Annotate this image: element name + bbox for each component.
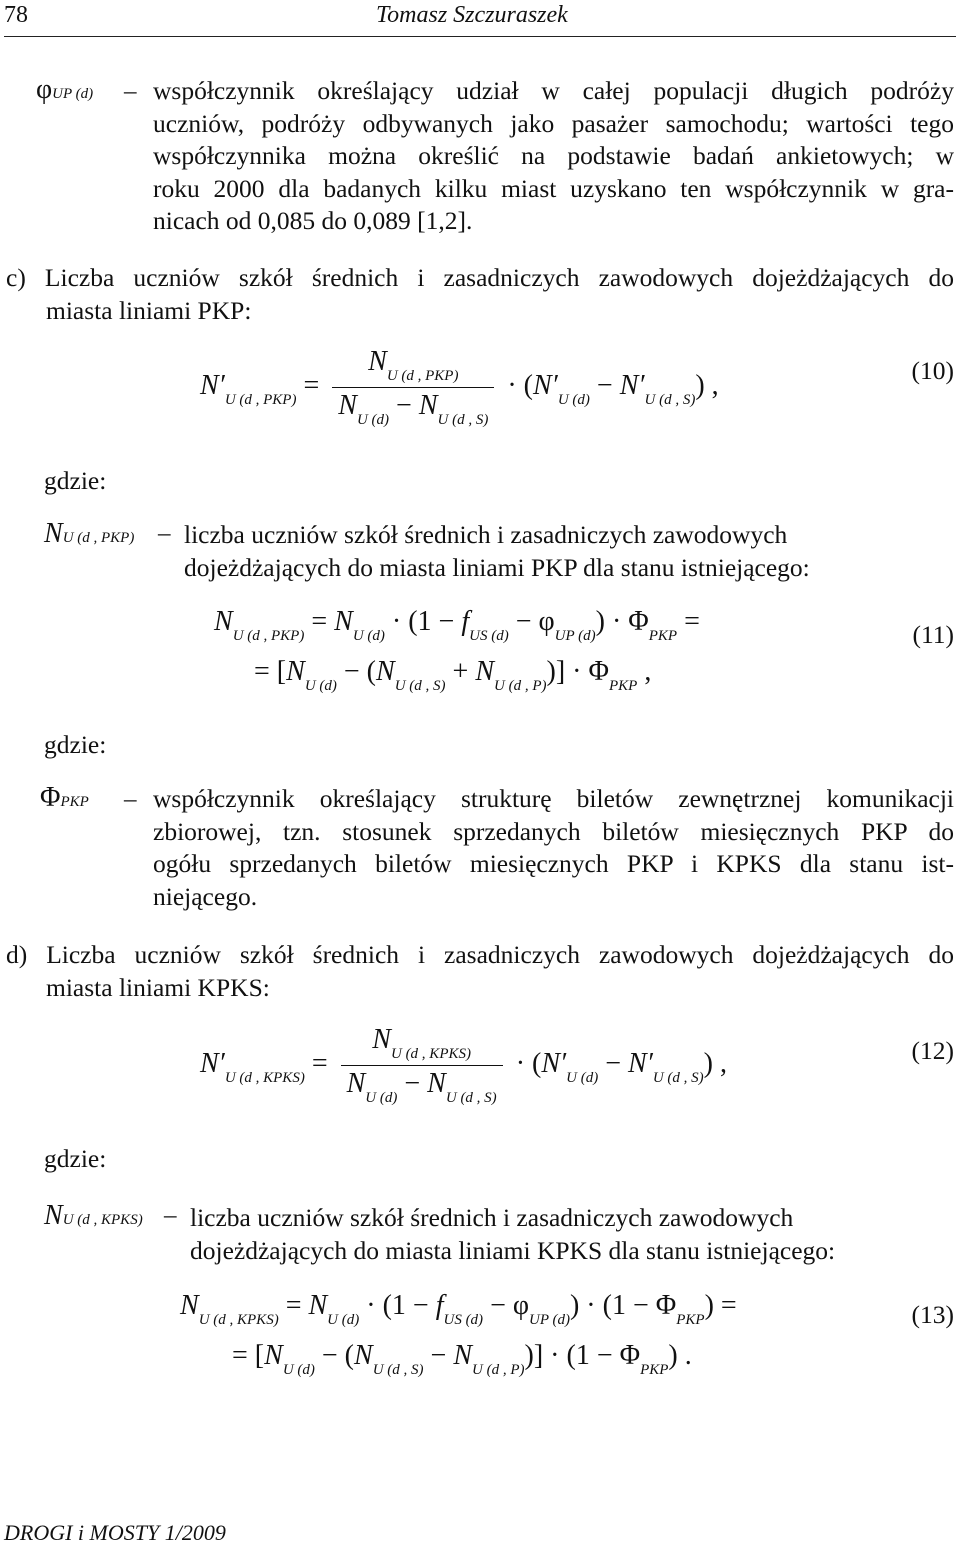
journal-footer: DROGI i MOSTY 1/2009 bbox=[4, 1520, 226, 1545]
header-rule bbox=[4, 36, 956, 37]
page-number: 78 bbox=[4, 2, 28, 28]
equation-11-line-2: = $[N_{U (d)} - (N_{U (d , S)} + N_{U (d , P)})] \cdot \Phi_{PKP}$ , bbox=[254, 656, 652, 694]
phi-up-symbol: φUP (d) bbox=[36, 74, 94, 105]
equation-13-line-1: $N_{U (d , KPKS)} = N_{U (d)} \cdot (1 - f_{US (d)} - \varphi_{UP (d)}) \cdot (1 - \Phi_{PKP})$ = bbox=[180, 1290, 737, 1328]
section-c-text: c) Liczba uczniów szkół średnich i zasadniczych zawodowych dojeżdżających do miasta liniami PKP: bbox=[6, 263, 954, 325]
phi-pkp-definition: współczynnik określający strukturę biletów zewnętrznej komunikacji zbiorowej, tzn. stosunek sprzedanych biletów miesięcznych PKP do ogółu sprzedanych biletów miesięcznych PKP i KPKS dla stanu ist- niejącego. bbox=[153, 784, 954, 911]
n-kpks-dash: – bbox=[164, 1202, 177, 1229]
equation-12-number: (12) bbox=[911, 1036, 954, 1065]
gdzie-label-2: gdzie: bbox=[44, 730, 107, 759]
section-d-text: d) Liczba uczniów szkół średnich i zasadniczych zawodowych dojeżdżających do miasta liniami KPKS: bbox=[6, 940, 954, 1002]
equation-13-number: (13) bbox=[911, 1300, 954, 1329]
phi-up-dash: – bbox=[124, 78, 137, 105]
n-pkp-dash: – bbox=[158, 520, 171, 547]
equation-11-number: (11) bbox=[912, 620, 954, 649]
running-header-author: Tomasz Szczuraszek bbox=[376, 2, 568, 28]
phi-pkp-dash: – bbox=[124, 786, 137, 813]
phi-pkp-symbol: ΦPKP bbox=[40, 782, 89, 813]
n-pkp-symbol: NU (d , PKP) bbox=[44, 518, 135, 549]
gdzie-label-1: gdzie: bbox=[44, 466, 107, 495]
equation-10-number: (10) bbox=[911, 356, 954, 385]
n-kpks-symbol: NU (d , KPKS) bbox=[44, 1200, 143, 1231]
equation-13-line-2: = $[N_{U (d)} - (N_{U (d , S)} - N_{U (d , P)})] \cdot (1 - \Phi_{PKP})$ . bbox=[232, 1340, 692, 1378]
equation-12: $N'_{U (d , KPKS)}$ = $\frac{N_{U (d , KPKS)}}{N_{U (d)} - N_{U (d , S)}}$ · $(N'_{U (d)} - N'_{U (d , S)})$ , bbox=[200, 1024, 727, 1106]
n-pkp-definition: liczba uczniów szkół średnich i zasadniczych zawodowych dojeżdżających do miasta liniami PKP dla stanu istniejącego: bbox=[184, 520, 810, 582]
gdzie-label-3: gdzie: bbox=[44, 1144, 107, 1173]
equation-10: $N'_{U (d , PKP)}$ = $\frac{N_{U (d , PKP)}}{N_{U (d)} - N_{U (d , S)}}$ · $(N'_{U (d)} - N'_{U (d , S)})$ , bbox=[200, 346, 719, 428]
phi-up-definition: współczynnik określający udział w całej populacji długich podróży uczniów, podróży odbywanych jako pasażer samochodu; wartości tego współczynnika można określić na podstawie badań ankietowych; w roku 2000 dla badanych kilku miast uzyskano ten współczynnik w gra- nicach od 0,085 do 0,089 [1,2]. bbox=[153, 76, 954, 235]
n-kpks-definition: liczba uczniów szkół średnich i zasadniczych zawodowych dojeżdżających do miasta liniami KPKS dla stanu istniejącego: bbox=[190, 1203, 836, 1265]
equation-11-line-1: $N_{U (d , PKP)} = N_{U (d)} \cdot (1 - f_{US (d)} - \varphi_{UP (d)}) \cdot \Phi_{PKP}$ = bbox=[214, 606, 700, 644]
